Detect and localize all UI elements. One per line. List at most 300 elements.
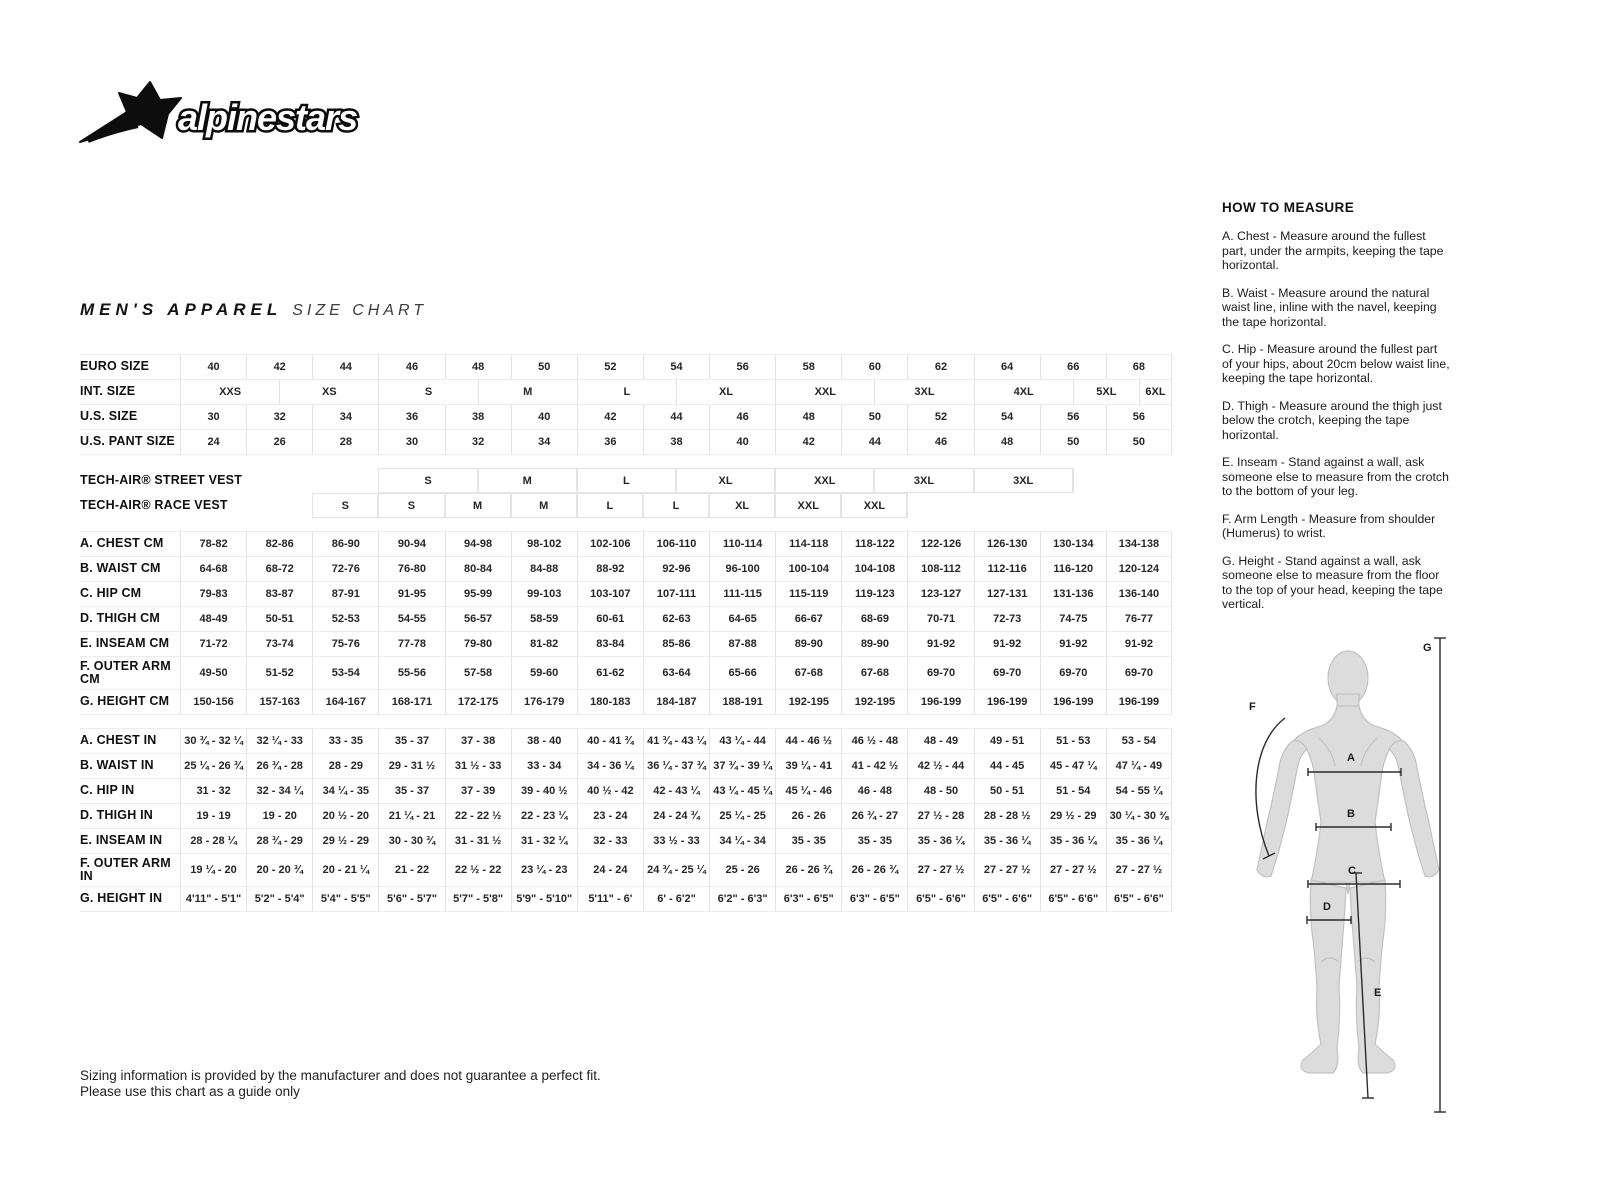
figure-label-hip: C	[1348, 865, 1356, 877]
size-cell: 36	[577, 430, 643, 454]
row-label-euro-size: EURO SIZE	[80, 359, 150, 374]
row-cells	[180, 380, 1172, 404]
table-row-inseam-cm	[80, 632, 1172, 657]
size-cell: 42 - 43 ¼	[643, 779, 709, 803]
size-cell: 30	[378, 430, 444, 454]
size-cell: 136-140	[1106, 582, 1172, 606]
size-cell: 46	[709, 405, 775, 429]
row-label-us-size: U.S. SIZE	[80, 409, 138, 424]
size-cell: 42 ½ - 44	[907, 754, 973, 778]
size-cell: 51 - 54	[1040, 779, 1106, 803]
size-cell: XS	[279, 380, 378, 404]
size-cell: 65-66	[709, 657, 775, 689]
height-line-g	[1434, 638, 1446, 1112]
size-cell: 131-136	[1040, 582, 1106, 606]
table-row-euro-size	[80, 354, 1172, 380]
size-cell: 47 ¼ - 49	[1106, 754, 1172, 778]
empty-cell	[1073, 468, 1172, 493]
size-cell: M	[511, 493, 577, 518]
size-cell: 48	[974, 430, 1040, 454]
disclaimer-line-2: Please use this chart as a guide only	[80, 1084, 300, 1100]
size-cell: 68	[1106, 355, 1172, 379]
size-cell: 35 - 36 ¼	[1106, 829, 1172, 853]
size-cell: 102-106	[577, 532, 643, 556]
size-cell: 40	[180, 355, 246, 379]
size-cell: S	[378, 493, 444, 518]
figure-label-waist: B	[1347, 808, 1355, 820]
size-cell: 6'5" - 6'6"	[907, 887, 973, 911]
size-cell: 196-199	[1040, 690, 1106, 714]
size-cell: 34	[511, 430, 577, 454]
size-cell: 69-70	[907, 657, 973, 689]
size-cell: 40	[511, 405, 577, 429]
size-cell: 77-78	[378, 632, 444, 656]
size-cell: 29 ½ - 29	[1040, 804, 1106, 828]
size-cell: L	[643, 493, 709, 518]
size-cell: S	[378, 380, 477, 404]
size-cell: 76-80	[378, 557, 444, 581]
size-cell: 74-75	[1040, 607, 1106, 631]
size-cell: 87-88	[709, 632, 775, 656]
size-cell: 83-84	[577, 632, 643, 656]
figure-label-chest: A	[1347, 752, 1355, 764]
size-cell: 78-82	[180, 532, 246, 556]
size-cell: 54-55	[378, 607, 444, 631]
size-cell: 34	[312, 405, 378, 429]
row-label-waist-cm: B. WAIST CM	[80, 561, 161, 576]
size-cell: 44	[841, 430, 907, 454]
size-cell: 72-73	[974, 607, 1040, 631]
size-cell: 31 - 31 ½	[445, 829, 511, 853]
size-cell: 68-72	[246, 557, 312, 581]
size-cell: 33 - 35	[312, 729, 378, 753]
size-cell: XXL	[775, 493, 841, 518]
size-cell: 25 ¼ - 26 ¾	[180, 754, 246, 778]
row-label-tech-air-street-vest: TECH-AIR® STREET VEST	[80, 472, 243, 487]
disclaimer-line-1: Sizing information is provided by the manufacturer and does not guarantee a perfect fit.	[80, 1068, 601, 1083]
size-cell: 49 - 51	[974, 729, 1040, 753]
size-cell: 56	[1106, 405, 1172, 429]
size-cell: 50	[1106, 430, 1172, 454]
row-label-inseam-cm: E. INSEAM CM	[80, 636, 170, 651]
size-cell: 43 ¼ - 44	[709, 729, 775, 753]
row-cells	[180, 804, 1172, 828]
size-cell: 176-179	[511, 690, 577, 714]
size-cell: 84-88	[511, 557, 577, 581]
size-cell: 89-90	[775, 632, 841, 656]
size-cell: M	[478, 468, 577, 493]
measure-item-inseam: E. Inseam - Stand against a wall, ask someone else to measure from the crotch to the bottom of your leg.	[1222, 455, 1449, 498]
size-cell: 46 ½ - 48	[841, 729, 907, 753]
size-cell: 79-83	[180, 582, 246, 606]
table-row-inseam-in	[80, 829, 1172, 854]
size-cell: 38	[445, 405, 511, 429]
size-cell: 44 - 45	[974, 754, 1040, 778]
figure-label-height: G	[1423, 642, 1432, 654]
size-cell: 119-123	[841, 582, 907, 606]
size-cell: 28 ¾ - 29	[246, 829, 312, 853]
size-cell: 42	[775, 430, 841, 454]
size-cell: 21 ¼ - 21	[378, 804, 444, 828]
size-cell: 85-86	[643, 632, 709, 656]
size-cell: 53-54	[312, 657, 378, 689]
table-row-tech-air-street-vest	[80, 468, 1172, 493]
row-cells	[180, 690, 1172, 714]
size-cell: 64	[974, 355, 1040, 379]
empty-cell	[907, 493, 1172, 518]
row-label-outer-arm-in: F. OUTER ARM IN	[80, 855, 171, 883]
size-cell: 5'9" - 5'10"	[511, 887, 577, 911]
size-cell: 35 - 36 ¼	[907, 829, 973, 853]
size-cell: 28 - 28 ¼	[180, 829, 246, 853]
row-label-tech-air-race-vest: TECH-AIR® RACE VEST	[80, 497, 228, 512]
size-cell: 28 - 29	[312, 754, 378, 778]
size-cell: 100-104	[775, 557, 841, 581]
size-cell: XXS	[180, 380, 279, 404]
size-cell: 4XL	[974, 380, 1073, 404]
size-cell: 76-77	[1106, 607, 1172, 631]
size-cell: 32	[445, 430, 511, 454]
size-cell: 64-68	[180, 557, 246, 581]
size-cell: 96-100	[709, 557, 775, 581]
size-cell: 94-98	[445, 532, 511, 556]
size-cell: 50-51	[246, 607, 312, 631]
figure-label-inseam: E	[1374, 987, 1382, 999]
size-cell: 103-107	[577, 582, 643, 606]
size-cell: 116-120	[1040, 557, 1106, 581]
size-cell: 89-90	[841, 632, 907, 656]
size-cell: 30 ¼ - 30 ⅜	[1106, 804, 1172, 828]
size-cell: 104-108	[841, 557, 907, 581]
size-cell: 44 - 46 ½	[775, 729, 841, 753]
size-cell: 48	[445, 355, 511, 379]
size-cell: 62-63	[643, 607, 709, 631]
disclaimer	[80, 1068, 601, 1101]
size-cell: 31 - 32 ¼	[511, 829, 577, 853]
size-cell: 111-115	[709, 582, 775, 606]
row-cells	[180, 430, 1172, 454]
row-label-hip-in: C. HIP IN	[80, 783, 135, 798]
size-cell: 3XL	[874, 468, 973, 493]
row-cells	[180, 829, 1172, 853]
size-cell: 126-130	[974, 532, 1040, 556]
size-cell: 48	[775, 405, 841, 429]
size-cell: 123-127	[907, 582, 973, 606]
size-cell: 51-52	[246, 657, 312, 689]
size-cell: 118-122	[841, 532, 907, 556]
size-cell: 91-92	[974, 632, 1040, 656]
page-title-sub: SIZE CHART	[292, 302, 428, 319]
figure-right-leg	[1350, 880, 1395, 1073]
size-cell: 19 - 20	[246, 804, 312, 828]
size-cell: 26 ¾ - 28	[246, 754, 312, 778]
row-label-inseam-in: E. INSEAM IN	[80, 833, 163, 848]
size-cell: 87-91	[312, 582, 378, 606]
table-row-hip-in	[80, 779, 1172, 804]
size-cell: 71-72	[180, 632, 246, 656]
measure-item-hip: C. Hip - Measure around the fullest part of your hips, about 20cm below waist line, keeping the tape horizontal.	[1222, 342, 1450, 385]
size-cell: 60-61	[577, 607, 643, 631]
size-cell: XXL	[775, 468, 874, 493]
size-cell: 26 - 26 ¾	[841, 854, 907, 886]
size-cell: 42	[577, 405, 643, 429]
size-cell: 38 - 40	[511, 729, 577, 753]
size-cell: 60	[841, 355, 907, 379]
size-cell: 72-76	[312, 557, 378, 581]
size-cell: 66	[1040, 355, 1106, 379]
size-cell: 90-94	[378, 532, 444, 556]
row-label-thigh-cm: D. THIGH CM	[80, 611, 160, 626]
size-cell: 22 ½ - 22	[445, 854, 511, 886]
size-cell: 48 - 50	[907, 779, 973, 803]
size-cell: 24 - 24 ¾	[643, 804, 709, 828]
size-cell: 58-59	[511, 607, 577, 631]
size-cell: 35 - 36 ¼	[1040, 829, 1106, 853]
size-cell: 59-60	[511, 657, 577, 689]
size-cell: 184-187	[643, 690, 709, 714]
table-row-outer-arm-in	[80, 854, 1172, 887]
size-cell: 68-69	[841, 607, 907, 631]
row-cells	[180, 657, 1172, 689]
size-cell: 24 - 24	[577, 854, 643, 886]
size-cell: 38	[643, 430, 709, 454]
size-cell: 44	[312, 355, 378, 379]
size-cell: 83-87	[246, 582, 312, 606]
size-cell: 54	[643, 355, 709, 379]
size-cell: 3XL	[874, 380, 973, 404]
size-cell: 110-114	[709, 532, 775, 556]
row-cells	[180, 582, 1172, 606]
size-cell: 40	[709, 430, 775, 454]
size-cell: 32 - 34 ¼	[246, 779, 312, 803]
size-cell: 120-124	[1106, 557, 1172, 581]
size-cell: 48-49	[180, 607, 246, 631]
size-cell: 48 - 49	[907, 729, 973, 753]
row-label-thigh-in: D. THIGH IN	[80, 808, 154, 823]
size-cell: 31 - 32	[180, 779, 246, 803]
size-cell: XL	[709, 493, 775, 518]
size-cell: 5'6" - 5'7"	[378, 887, 444, 911]
figure-label-thigh: D	[1323, 901, 1331, 913]
row-cells	[180, 355, 1172, 379]
size-cell: 23 - 24	[577, 804, 643, 828]
size-cell: 20 - 21 ¼	[312, 854, 378, 886]
size-cell: 37 - 39	[445, 779, 511, 803]
table-row-int-size	[80, 380, 1172, 405]
size-cell: 35 - 35	[775, 829, 841, 853]
size-cell: M	[445, 493, 511, 518]
size-cell: 6XL	[1139, 380, 1172, 404]
size-cell: 53 - 54	[1106, 729, 1172, 753]
table-row-thigh-in	[80, 804, 1172, 829]
size-cell: 34 - 36 ¼	[577, 754, 643, 778]
table-row-outer-arm-cm	[80, 657, 1172, 690]
row-label-us-pant-size: U.S. PANT SIZE	[80, 434, 175, 449]
size-cell: 27 ½ - 28	[907, 804, 973, 828]
alpinestars-logo	[78, 78, 368, 154]
size-cell: 91-92	[1106, 632, 1172, 656]
size-cell: 192-195	[841, 690, 907, 714]
size-cell: 6' - 6'2"	[643, 887, 709, 911]
brand-wordmark: alpinestars	[178, 97, 358, 138]
size-cell: 69-70	[1040, 657, 1106, 689]
size-cell: 31 ½ - 33	[445, 754, 511, 778]
size-cell: 99-103	[511, 582, 577, 606]
measure-item-waist: B. Waist - Measure around the natural waist line, inline with the navel, keeping the tape horizontal.	[1222, 285, 1437, 329]
size-cell: 5XL	[1073, 380, 1139, 404]
size-cell: 27 - 27 ½	[907, 854, 973, 886]
size-cell: 56-57	[445, 607, 511, 631]
size-cell: 36	[378, 405, 444, 429]
page-title-main: MEN'S APPAREL	[80, 300, 283, 319]
size-cell: 35 - 37	[378, 729, 444, 753]
size-cell: 127-131	[974, 582, 1040, 606]
size-cell: 39 - 40 ½	[511, 779, 577, 803]
size-cell: 58	[775, 355, 841, 379]
size-cell: 45 - 47 ¼	[1040, 754, 1106, 778]
figure-label-arm: F	[1249, 701, 1256, 713]
size-cell: 6'3" - 6'5"	[841, 887, 907, 911]
size-cell: 172-175	[445, 690, 511, 714]
table-row-us-size	[80, 405, 1172, 430]
size-cell: 32 ¼ - 33	[246, 729, 312, 753]
size-cell: 107-111	[643, 582, 709, 606]
size-cell: 30 - 30 ¾	[378, 829, 444, 853]
size-cell: 22 - 23 ¼	[511, 804, 577, 828]
size-cell: 52	[907, 405, 973, 429]
size-cell: 150-156	[180, 690, 246, 714]
table-row-chest-cm	[80, 531, 1172, 557]
row-cells	[180, 607, 1172, 631]
size-cell: 108-112	[907, 557, 973, 581]
row-label-outer-arm-cm: F. OUTER ARM CM	[80, 658, 171, 686]
size-cell: 40 ½ - 42	[577, 779, 643, 803]
size-cell: 196-199	[974, 690, 1040, 714]
size-cell: 35 - 35	[841, 829, 907, 853]
table-row-us-pant-size	[80, 430, 1172, 455]
size-cell: 114-118	[775, 532, 841, 556]
row-label-chest-in: A. CHEST IN	[80, 733, 157, 748]
size-cell: 43 ¼ - 45 ¼	[709, 779, 775, 803]
row-cells	[180, 468, 1172, 493]
size-cell: 39 ¼ - 41	[775, 754, 841, 778]
size-cell: 22 - 22 ½	[445, 804, 511, 828]
row-cells	[180, 887, 1172, 911]
size-cell: 28 - 28 ½	[974, 804, 1040, 828]
size-cell: 66-67	[775, 607, 841, 631]
figure-left-arm	[1257, 741, 1307, 877]
size-cell: 23 ¼ - 23	[511, 854, 577, 886]
table-row-hip-cm	[80, 582, 1172, 607]
size-cell: XL	[676, 380, 775, 404]
table-row-chest-in	[80, 728, 1172, 754]
size-cell: 69-70	[1106, 657, 1172, 689]
size-cell: 67-68	[841, 657, 907, 689]
figure-right-arm	[1389, 741, 1439, 877]
size-cell: 36 ¼ - 37 ¾	[643, 754, 709, 778]
size-cell: 188-191	[709, 690, 775, 714]
astar-icon	[80, 82, 181, 142]
size-cell: 112-116	[974, 557, 1040, 581]
size-cell: 46	[907, 430, 973, 454]
row-label-hip-cm: C. HIP CM	[80, 586, 142, 601]
size-cell: 73-74	[246, 632, 312, 656]
size-cell: 41 - 42 ½	[841, 754, 907, 778]
size-cell: 69-70	[974, 657, 1040, 689]
size-cell: L	[577, 493, 643, 518]
size-cell: XL	[676, 468, 775, 493]
size-cell: 5'7" - 5'8"	[445, 887, 511, 911]
measure-item-height: G. Height - Stand against a wall, ask someone else to measure from the floor to the top of your head, keeping the tape vertical.	[1222, 553, 1443, 611]
table-row-waist-in	[80, 754, 1172, 779]
size-cell: 67-68	[775, 657, 841, 689]
size-cell: M	[478, 380, 577, 404]
size-cell: 20 - 20 ¾	[246, 854, 312, 886]
size-cell: 91-92	[1040, 632, 1106, 656]
size-cell: 34 ¼ - 35	[312, 779, 378, 803]
size-cell: 3XL	[974, 468, 1073, 493]
row-label-height-cm: G. HEIGHT CM	[80, 694, 170, 709]
size-cell: 6'5" - 6'6"	[1040, 887, 1106, 911]
size-cell: 82-86	[246, 532, 312, 556]
table-row-thigh-cm	[80, 607, 1172, 632]
size-cell: 45 ¼ - 46	[775, 779, 841, 803]
size-cell: 51 - 53	[1040, 729, 1106, 753]
size-cell: 180-183	[577, 690, 643, 714]
table-row-height-in	[80, 887, 1172, 912]
size-cell: 62	[907, 355, 973, 379]
size-cell: 32	[246, 405, 312, 429]
size-cell: 98-102	[511, 532, 577, 556]
size-cell: 54 - 55 ¼	[1106, 779, 1172, 803]
size-table	[80, 354, 1172, 912]
human-silhouette	[1257, 651, 1439, 1073]
size-cell: 6'2" - 6'3"	[709, 887, 775, 911]
size-cell: 37 - 38	[445, 729, 511, 753]
row-cells	[180, 632, 1172, 656]
size-cell: 28	[312, 430, 378, 454]
row-label-height-in: G. HEIGHT IN	[80, 891, 163, 906]
size-cell: 26	[246, 430, 312, 454]
size-cell: 35 - 37	[378, 779, 444, 803]
size-cell: 44	[643, 405, 709, 429]
size-cell: 192-195	[775, 690, 841, 714]
size-cell: 70-71	[907, 607, 973, 631]
size-cell: 30 ¾ - 32 ¼	[180, 729, 246, 753]
size-cell: 50 - 51	[974, 779, 1040, 803]
size-cell: 157-163	[246, 690, 312, 714]
size-cell: 6'5" - 6'6"	[1106, 887, 1172, 911]
measurement-figure	[1233, 620, 1453, 1125]
table-row-waist-cm	[80, 557, 1172, 582]
size-cell: 24 ¾ - 25 ¼	[643, 854, 709, 886]
size-cell: 27 - 27 ½	[1040, 854, 1106, 886]
size-cell: 196-199	[1106, 690, 1172, 714]
size-cell: 130-134	[1040, 532, 1106, 556]
size-cell: 27 - 27 ½	[1106, 854, 1172, 886]
size-cell: 41 ¾ - 43 ¼	[643, 729, 709, 753]
size-cell: 52	[577, 355, 643, 379]
row-cells	[180, 532, 1172, 556]
size-cell: 196-199	[907, 690, 973, 714]
size-cell: 37 ¾ - 39 ¼	[709, 754, 775, 778]
size-cell: 115-119	[775, 582, 841, 606]
size-cell: 19 ¼ - 20	[180, 854, 246, 886]
size-cell: 56	[709, 355, 775, 379]
size-cell: 134-138	[1106, 532, 1172, 556]
size-cell: 164-167	[312, 690, 378, 714]
size-cell: 30	[180, 405, 246, 429]
